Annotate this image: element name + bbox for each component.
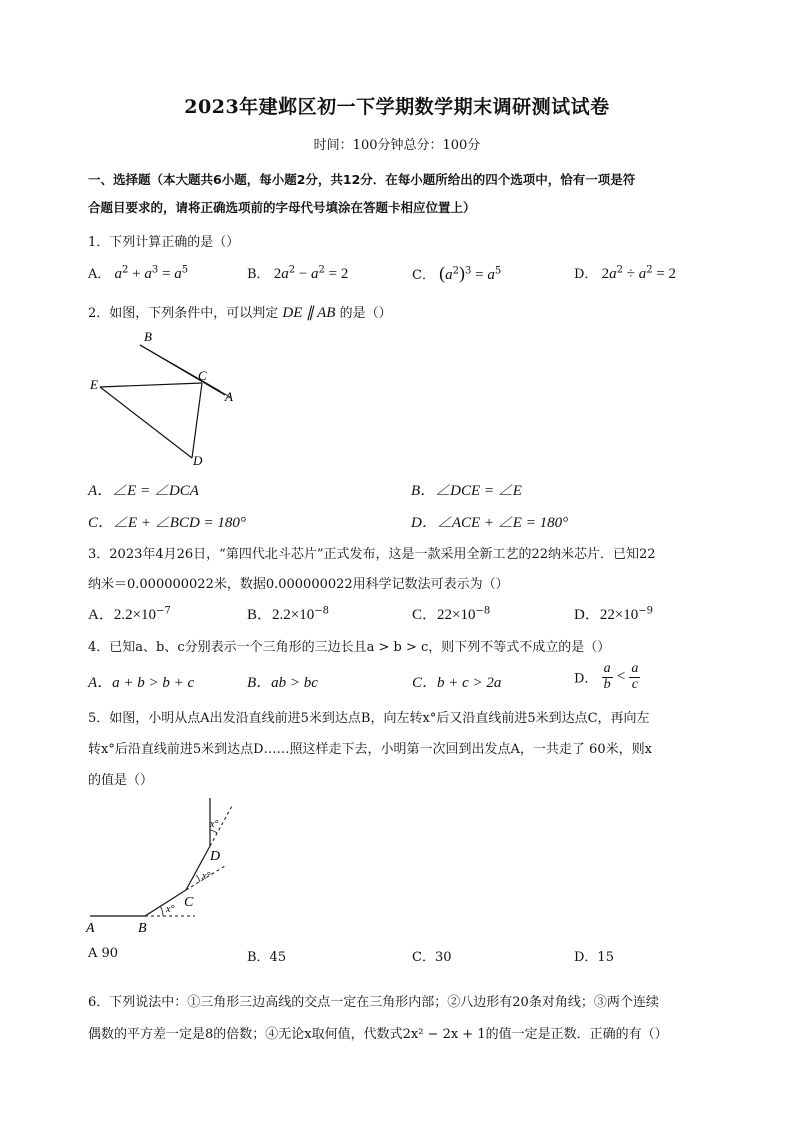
- q5-line1: 5．如图，小明从点A出发沿直线前进5米到达点B，向左转x°后又沿直线前进5米到达点C，再向左: [88, 711, 650, 726]
- label-d: D: [193, 453, 203, 468]
- q3-option-b-exp: −8: [314, 605, 329, 617]
- q1-option-b: B． $2a^2 - a^2 = 2$: [247, 264, 349, 282]
- q3-option-c-base: C．22×10: [412, 607, 476, 623]
- q5-option-d: D．15: [574, 950, 614, 965]
- q5-option-b: B．45: [247, 950, 287, 965]
- q2-option-b: B．∠DCE = ∠E: [411, 483, 522, 499]
- q3-option-c-exp: −8: [475, 605, 491, 617]
- label-angle-c: x°: [202, 871, 211, 882]
- segment-cd: [192, 383, 202, 458]
- q3-option-b-base: B．2.2×10: [247, 607, 315, 623]
- label-c: C: [198, 368, 207, 383]
- label-angle-d: x°: [210, 819, 219, 830]
- segment-ed: [100, 387, 192, 458]
- q5-line2: 转x°后沿直线前进5米到达点D……照这样走下去，小明第一次回到出发点A，一共走了 60米，则x: [88, 742, 652, 757]
- q1-option-b-label: B．: [247, 267, 270, 282]
- q1-option-a: A． $a^2 + a^3 = a^5$: [88, 264, 189, 282]
- q5-option-a: A 90: [88, 946, 119, 961]
- q3-line2: 纳米＝0.000000022米，数据0.000000022用科学记数法可表示为（）: [88, 577, 509, 592]
- q3-option-d-exp: −9: [638, 605, 654, 617]
- q1-option-d-label: D．: [574, 267, 598, 282]
- segment-ec: [100, 383, 202, 387]
- q2-figure: [80, 325, 260, 475]
- q6-line2: 偶数的平方差一定是8的倍数；④无论x取何值，代数式2x² − 2x + 1的值一定是正数．正确的有（）: [88, 1027, 668, 1042]
- q1-option-d: D． $2a^2 \div a^2 = 2$: [574, 264, 677, 282]
- angle-arc-b: [160, 906, 163, 916]
- label-b: B: [138, 921, 147, 936]
- exam-info: 时间：100分钟总分：100分: [313, 138, 481, 153]
- q2-option-a: A．∠E = ∠DCA: [88, 483, 199, 499]
- q4-option-b: B．ab > bc: [247, 675, 318, 691]
- label-a: A: [86, 921, 95, 936]
- q3-option-a: [88, 603, 171, 624]
- q4-option-c: C．b + c > 2a: [412, 675, 502, 691]
- q1-option-a-label: A．: [88, 267, 111, 282]
- label-b: B: [144, 329, 152, 344]
- q2-option-d: D．∠ACE + ∠E = 180°: [411, 515, 569, 531]
- q5-option-c: C．30: [412, 950, 452, 965]
- q5-figure: [80, 792, 260, 937]
- q2-stem-post: 的是（）: [339, 306, 392, 321]
- q2-stem-pre: 2．如图，下列条件中，可以判定: [88, 306, 279, 321]
- q3-option-a-base: A．2.2×10: [88, 607, 157, 623]
- section-heading-line1: 一、选择题（本大题共6小题，每小题2分，共12分．在每小题所给出的四个选项中，恰有一项是符: [88, 172, 636, 187]
- label-c: C: [184, 895, 194, 910]
- label-a: A: [225, 389, 233, 404]
- q2-option-c: C．∠E + ∠BCD = 180°: [88, 515, 246, 531]
- section-heading-line2: 合题目要求的，请将正确选项前的字母代号填涂在答题卡相应位置上）: [88, 200, 476, 215]
- q4-option-d-label: D．: [574, 671, 598, 687]
- q4-stem: 4．已知a、b、c分别表示一个三角形的三边长且a > b > c，则下列不等式不成立的是（）: [88, 640, 611, 655]
- q5-line3: 的值是（）: [88, 773, 154, 788]
- label-e: E: [90, 377, 98, 392]
- q3-option-c: [412, 603, 490, 624]
- q3-option-d: [574, 603, 653, 624]
- q4-option-d: D． $\frac{a}{b}$ < $\frac{a}{c}$: [574, 661, 639, 692]
- q6-line1: 6．下列说法中：①三角形三边高线的交点一定在三角形内部；②八边形有20条对角线；③两个连续: [88, 995, 659, 1010]
- q3-option-a-exp: −7: [156, 605, 171, 617]
- q1-option-c: C． $(a^2)^3 = a^5$: [412, 263, 502, 283]
- label-d: D: [210, 849, 221, 864]
- q3-option-d-base: D．22×10: [574, 607, 639, 623]
- q2-stem-math: DE ∥ AB: [282, 305, 336, 321]
- angle-arc-d: [210, 830, 217, 833]
- q4-option-a: A．a + b > b + c: [88, 675, 195, 691]
- label-angle-b: x°: [166, 904, 175, 915]
- angle-arc-c: [196, 875, 200, 882]
- page-title: 2023年建邺区初一下学期数学期末调研测试试卷: [184, 96, 610, 118]
- q3-option-b: [247, 603, 329, 624]
- q2-stem: [88, 302, 392, 322]
- q3-line1: 3．2023年4月26日，“第四代北斗芯片”正式发布，这是一款采用全新工艺的22纳米芯片．已知22: [88, 547, 656, 562]
- q1-option-c-label: C．: [412, 268, 435, 283]
- q1-stem: 1．下列计算正确的是（）: [88, 235, 240, 250]
